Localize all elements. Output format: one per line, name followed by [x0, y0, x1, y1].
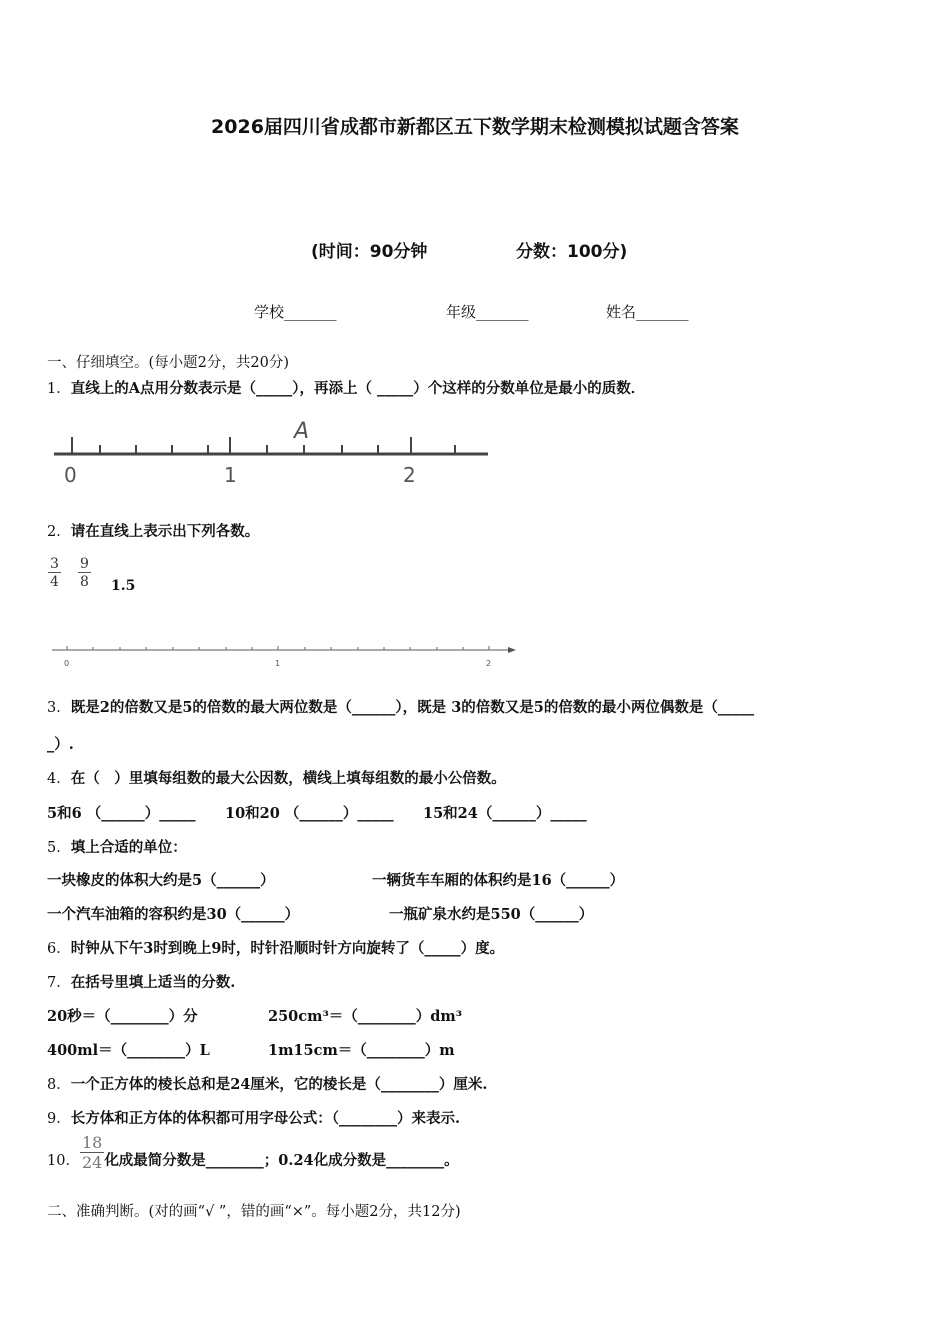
axis-label-1: 1: [224, 463, 237, 487]
question-text: 填上合适的单位：: [70, 839, 187, 856]
fraction-denominator: 4: [50, 573, 59, 590]
question-text: 一个正方体的棱长总和是24厘米，它的棱长是（________）厘米.: [70, 1076, 488, 1093]
axis-label-0: 0: [64, 659, 70, 668]
q2-fraction-9-8: [78, 553, 91, 589]
q10-fraction: [80, 1135, 104, 1172]
question-1: [47, 377, 645, 398]
question-text: 在（ ）里填每组数的最大公因数，横线上填每组数的最小公倍数。: [70, 770, 506, 787]
page-title: 2026届四川省成都市新都区五下数学期末检测模拟试题含答案: [211, 116, 739, 138]
question-number: 6．: [47, 941, 71, 957]
grade-field: 年级_______: [446, 303, 529, 321]
question-number: 9．: [47, 1111, 71, 1127]
axis-label-0: 0: [64, 463, 77, 487]
q4-item-3: 15和24（______）_____: [423, 805, 587, 822]
q2-fraction-3-4: [48, 553, 61, 589]
name-field: 姓名_______: [606, 303, 689, 321]
q4-item-1: 5和6 （______）_____: [47, 805, 196, 822]
question-number: 8．: [47, 1077, 71, 1093]
exam-score: 分数：100分): [516, 242, 628, 262]
q7-item-4: 1m15cm＝（________）m: [268, 1042, 455, 1059]
question-2: [47, 520, 259, 541]
question-number: 2．: [47, 524, 71, 540]
question-text: 化成最简分数是________；0.24化成分数是________。: [104, 1151, 459, 1169]
axis-label-2: 2: [403, 463, 416, 487]
question-text: 既是2的倍数又是5的倍数的最大两位数是（______），既是 3的倍数又是5的倍数的最小两位偶数是（_____: [70, 699, 755, 716]
fraction-numerator: 9: [80, 556, 89, 572]
axis-label-1: 1: [275, 659, 281, 668]
point-a-label: A: [294, 419, 310, 444]
question-8: [47, 1073, 487, 1094]
q7-item-1: 20秒＝（________）分: [47, 1008, 198, 1025]
q5-item-4: 一瓶矿泉水约是550（______）: [389, 906, 594, 923]
question-number: 3．: [47, 700, 71, 716]
question-number: 1．: [47, 381, 71, 397]
fraction-numerator: 3: [50, 556, 59, 572]
question-3: [47, 696, 754, 717]
question-6: [47, 937, 504, 958]
q7-item-2: 250cm³＝（________）dm³: [268, 1008, 463, 1025]
question-text: 时钟从下午3时到晚上9时，时针沿顺时针方向旋转了（_____）度。: [70, 940, 505, 957]
q2-number-line[interactable]: [50, 640, 520, 672]
question-9: [47, 1107, 460, 1128]
question-number: 4．: [47, 771, 71, 787]
section2-heading: 二、准确判断。(对的画“√ ”，错的画“×”。每小题2分，共12分): [47, 1204, 461, 1220]
school-field: 学校_______: [254, 303, 337, 321]
question-text: 直线上的A点用分数表示是（_____），再添上（ _____）个这样的分数单位是最小的质数．: [70, 380, 646, 397]
q5-item-3: 一个汽车油箱的容积约是30（______）: [47, 906, 300, 923]
question-text: 请在直线上表示出下列各数。: [70, 523, 260, 540]
question-text: 长方体和正方体的体积都可用字母公式：（________）来表示.: [70, 1110, 461, 1127]
question-number: 5．: [47, 840, 71, 856]
axis-label-2: 2: [486, 659, 492, 668]
q5-item-2: 一辆货车车厢的体积约是16（______）: [372, 872, 625, 889]
q2-decimal: 1.5: [111, 578, 136, 594]
arrow-head-icon: [508, 647, 516, 653]
fraction-denominator: 8: [80, 573, 89, 590]
question-5: [47, 836, 187, 857]
question-7: [47, 971, 235, 992]
question-number: 10．: [47, 1152, 80, 1169]
fraction-numerator: 18: [81, 1133, 103, 1152]
q7-item-3: 400ml＝（________）L: [47, 1042, 210, 1059]
question-10: [47, 1135, 459, 1172]
q4-item-2: 10和20 （______）_____: [225, 805, 394, 822]
fraction-denominator: 24: [81, 1152, 103, 1172]
question-4: [47, 767, 506, 788]
exam-time: (时间：90分钟: [311, 242, 428, 262]
question-number: 7．: [47, 975, 71, 991]
question-text: 在括号里填上适当的分数.: [70, 974, 236, 991]
q5-item-1: 一块橡皮的体积大约是5（______）: [47, 872, 275, 889]
q1-number-line: [50, 412, 495, 490]
section1-heading: 一、仔细填空。(每小题2分，共20分): [47, 355, 289, 371]
question-3-continuation: _）.: [47, 736, 74, 753]
